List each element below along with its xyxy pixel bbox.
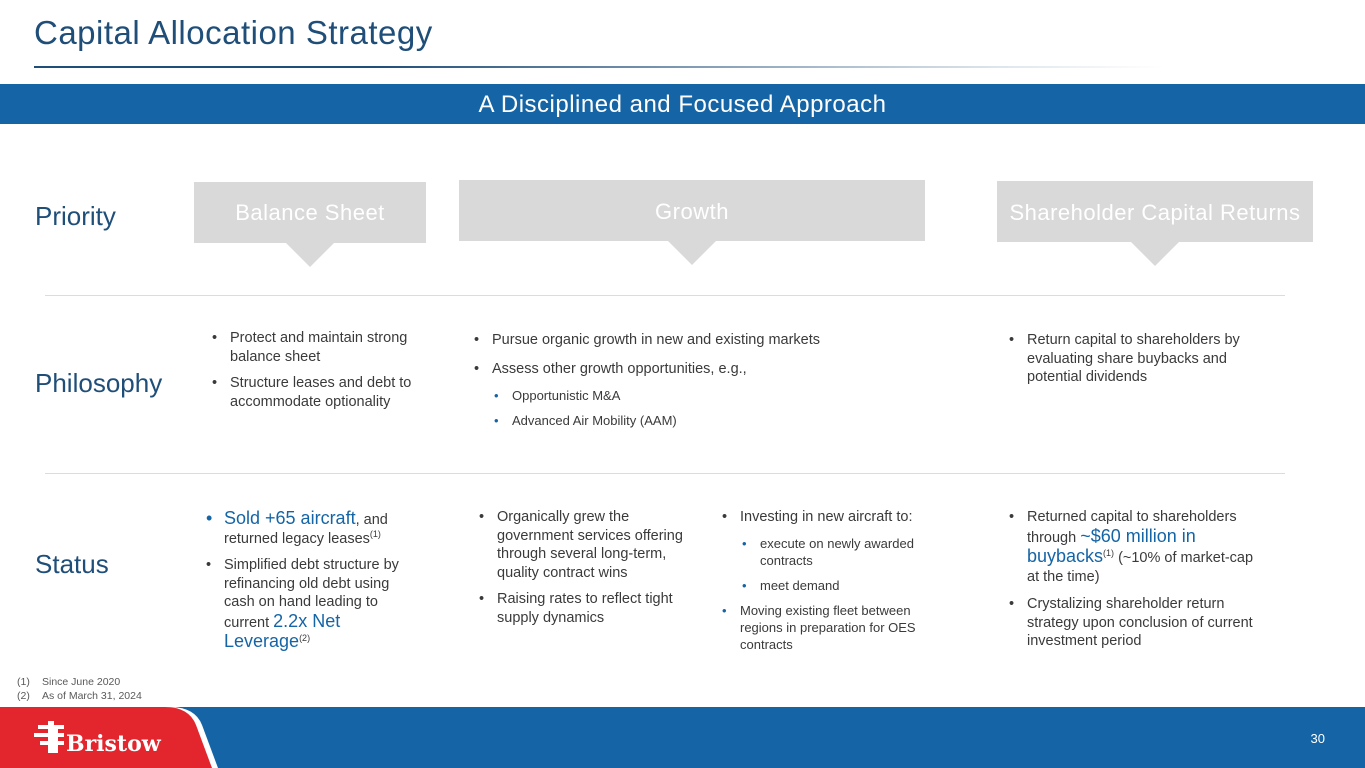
row-label-priority: Priority — [35, 201, 116, 231]
list-item — [206, 556, 421, 653]
list-subitem: • Opportunistic M&A — [474, 387, 914, 404]
philosophy-growth-col — [474, 331, 914, 437]
row-divider — [45, 295, 1285, 296]
row-label-status: Status — [35, 549, 109, 579]
list-item: • Protect and maintain strong balance sheet — [212, 329, 417, 366]
priority-growth-label: Growth — [655, 199, 729, 224]
highlight-buybacks: ~$60 million in buybacks — [1027, 525, 1196, 566]
list-item: • Return capital to shareholders by evaluating share buybacks and potential dividends — [1009, 331, 1249, 387]
highlight-net-leverage: 2.2x Net Leverage — [224, 610, 341, 651]
footnote-ref: (1) — [1103, 548, 1115, 559]
status-growth-left-col — [479, 508, 709, 635]
list-item-text: Simplified debt structure by refinancing old debt using cash on hand leading to current — [224, 557, 399, 631]
list-item — [206, 509, 421, 548]
list-item: • Pursue organic growth in new and existing markets — [474, 331, 914, 350]
priority-balance-sheet-label: Balance Sheet — [235, 200, 385, 225]
priority-balance-sheet — [194, 182, 426, 243]
highlight-aircraft-sold: Sold +65 aircraft — [224, 508, 356, 528]
list-subitem: • execute on newly awarded contracts — [722, 535, 947, 569]
footnote-ref: (2) — [299, 633, 311, 644]
footnote-text: Since June 2020 — [42, 676, 121, 688]
list-item: • Organically grew the government services offering through several long-term, quality contract wins — [479, 508, 709, 582]
page-number: 30 — [1310, 731, 1325, 746]
page-title: Capital Allocation Strategy — [34, 14, 433, 51]
list-item: • Assess other growth opportunities, e.g., — [474, 360, 914, 379]
list-item: • Structure leases and debt to accommodate optionality — [212, 374, 417, 411]
philosophy-shareholder-col — [1009, 331, 1249, 395]
philosophy-balance-col — [212, 329, 417, 419]
priority-growth — [459, 180, 925, 241]
list-item: • Investing in new aircraft to: — [722, 508, 947, 527]
list-item: • Crystalizing shareholder return strategy upon conclusion of current investment period — [1009, 595, 1264, 651]
priority-shareholder-label: Shareholder Capital Returns — [1009, 200, 1301, 225]
footnote-text: As of March 31, 2024 — [42, 690, 142, 702]
logo-text: Bristow — [66, 731, 161, 757]
status-growth-right-col — [722, 508, 947, 661]
section-banner: A Disciplined and Focused Approach — [0, 84, 1365, 124]
list-item: • Raising rates to reflect tight supply dynamics — [479, 590, 709, 627]
footnote-ref: (1) — [369, 528, 381, 539]
list-item-text: (~10% of market-cap at the time) — [1027, 550, 1254, 585]
list-item: • Moving existing fleet between regions in preparation for OES contracts — [722, 602, 947, 653]
footnote-number: (2) — [17, 690, 30, 702]
logo-panel — [0, 707, 218, 768]
title-divider — [34, 66, 1164, 68]
footnotes — [17, 675, 142, 703]
row-divider — [45, 473, 1285, 474]
footnote-number: (1) — [17, 676, 30, 688]
list-subitem: • Advanced Air Mobility (AAM) — [474, 412, 914, 429]
list-item-text: , and returned legacy leases — [224, 512, 388, 547]
footnote — [17, 675, 142, 689]
footnote — [17, 689, 142, 703]
list-subitem: • meet demand — [722, 577, 947, 594]
status-balance-col — [206, 509, 421, 661]
row-label-philosophy: Philosophy — [35, 368, 163, 398]
list-item-text: Returned capital to shareholders through — [1027, 509, 1237, 546]
list-item — [1009, 508, 1264, 586]
status-shareholder-col — [1009, 508, 1264, 659]
priority-shareholder — [997, 181, 1313, 242]
